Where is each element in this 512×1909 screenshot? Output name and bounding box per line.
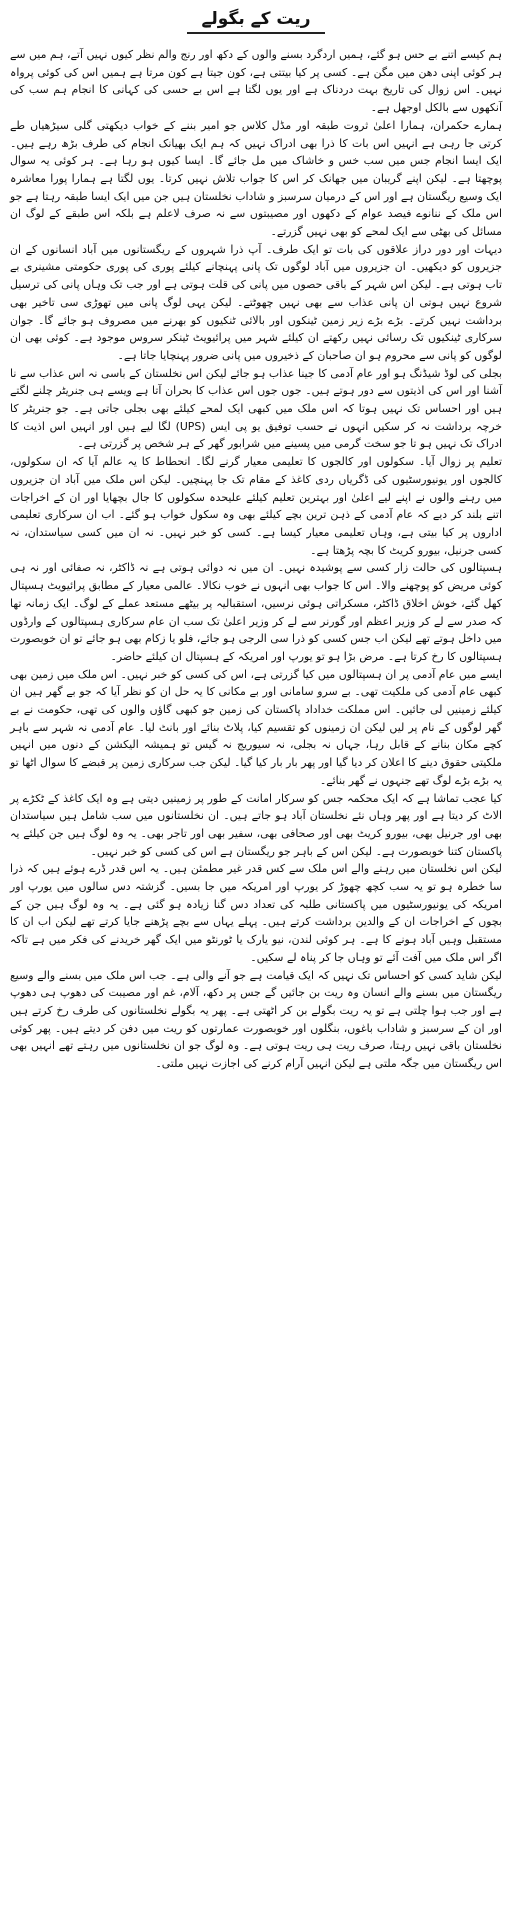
paragraph: ایسے میں عام آدمی پر ان ہسپتالوں میں کیا گزرتی ہے، اس کی کسی کو خبر نہیں۔ اس ملک میں زمین بھی کبھی عام آدمی کی ملکیت تھی۔ بے سرو سامانی اور بے مکانی کا یہ حل ان کو نظر آیا کہ جو بے گھر ہیں ان کیلئے زمینیں لی جائیں۔ اس مملکت خداداد پاکستان کی زمین جو کبھی گاؤں والوں کی تھی، حکومت نے بے گھر لوگوں کے نام پر لیں لیکن ان زمینوں کو تقسیم کیا، پلاٹ بنائے اور بانٹ لیا۔ عام آدمی نہ شہر سے باہر کچے مکان بنانے کے قابل رہا، جہاں نہ بجلی، نہ سیوریج نہ گیس تو ہمیشہ الیکشن کے دنوں میں انہیں ملکیتی حقوق دینے کا اعلان کر دیا گیا اور پھر بار بار کیا گیا۔ لیکن جب سرکاری زمین پر قبضے کا سوال اٹھا تو یہ بڑے بڑے لوگ تھے جنہوں نے گھر بنائے۔ bbox=[10, 667, 502, 787]
title-wrap bbox=[10, 8, 502, 34]
paragraph: ہسپتالوں کی حالت زار کسی سے پوشیدہ نہیں۔ ان میں نہ دوائی ہوتی ہے نہ ڈاکٹر، نہ صفائی اور نہ ہی کوئی مریض کو پوچھنے والا۔ اس کا جواب بھی انہوں نے خوب نکالا۔ عالمی معیار کے مطابق پرائیویٹ ہسپتال کھل گئے، خوش اخلاق ڈاکٹر، مسکراتی ہوئی نرسیں، استقبالیہ پر بیٹھے مستعد عملے کے لوگ۔ ایک زمانہ تھا کہ صدر سے لے کر وزیر اعظم اور گورنر سے لے کر وزیر اعلیٰ تک سب ان عام سرکاری ہسپتالوں کے وارڈوں میں داخل ہوتے تھے لیکن اب جس کسی کو ذرا سی الرجی ہو جائے، فلو یا زکام بھی ہو جائے تو ان خوبصورت ہسپتالوں کا رخ کرتا ہے۔ مرض بڑا ہو تو یورپ اور امریکہ کے ہسپتال ان کیلئے حاضر۔ bbox=[10, 561, 502, 663]
paragraph: ہمارے حکمران، ہمارا اعلیٰ ثروت طبقہ اور مڈل کلاس جو امیر بننے کے خواب دیکھتی گلی سیڑھیاں طے کرتی جا رہی ہے انہیں اس بات کا ذرا بھی ادراک نہیں کہ ہم ایک بھیانک انجام کی طرف بڑھ رہے ہیں۔ ایک ایسا انجام جس میں سب خس و خاشاک میں مل جائے گا۔ ایسا کیوں ہو رہا ہے۔ ہر کوئی یہ سوال پوچھتا ہے۔ لیکن اپنے گریبان میں جھانک کر اس کا جواب تلاش نہیں کرتا۔ یوں لگتا ہے ہمارا پورا معاشرہ ایک وسیع ریگستان ہے اور اس کے درمیان سرسبز و شاداب نخلستان ہیں جن میں ایک ایسا طبقہ رہتا ہے جو اس ملک کے ننانوے فیصد عوام کے دکھوں اور مصیبتوں سے نہ صرف لاعلم ہے بلکہ اس طبقے کے لوگ ان مسائل کی بھٹی سے ایک لمحے کو بھی نہیں گزرتے۔ bbox=[10, 118, 502, 239]
paragraph: لیکن اس نخلستان میں رہنے والے اس ملک سے کس قدر غیر مطمئن ہیں۔ یہ اس قدر ڈرے ہوئے ہیں کہ ذرا سا خطرہ ہو تو یہ سب کچھ چھوڑ کر یورپ اور امریکہ میں جا بسیں۔ گزشتہ دس سالوں میں یورپ اور امریکہ کی یونیورسٹیوں میں پاکستانی طلبہ کی تعداد دس گنا زیادہ ہو گئی ہے۔ یہ وہ لوگ ہیں جن کے بچوں کے اخراجات ان کے والدین برداشت کرتے ہیں۔ پہلے یہاں سے بچے پڑھنے جایا کرتے تھے لیکن اب ان کا مستقبل وہیں آباد ہونے کا ہے۔ ہر کوئی لندن، نیو یارک یا ٹورنٹو میں ایک گھر خریدنے کی فکر میں ہے تاکہ اگر اس ملک میں آفت آئے تو وہاں جا کر پناہ لے سکیں۔ bbox=[10, 862, 502, 964]
paragraph: تعلیم پر زوال آیا۔ سکولوں اور کالجوں کا تعلیمی معیار گرنے لگا۔ انحطاط کا یہ عالم آیا کہ ان سکولوں، کالجوں اور یونیورسٹیوں کی ڈگریاں ردی کاغذ کے مقام تک جا پہنچیں۔ لیکن اس ملک میں آباد ان جزیروں میں رہنے والوں نے اپنے لیے اعلیٰ اور بہترین تعلیم کیلئے علیحدہ سکولوں کا جال بچھایا اور ان کے اخراجات اتنے بلند کر دیے کہ عام آدمی کے ذہن ترین بچے کیلئے بھی وہ سکول خواب ہو گئے۔ اب ان سرکاری تعلیمی اداروں پر کیا بیتی ہے، وہاں تعلیمی معیار کیسا ہے۔ کسی کو خبر نہیں۔ نہ ان میں کسی سیاستدان، نہ کسی جرنیل، بیورو کریٹ کا بچہ پڑھتا ہے۔ bbox=[10, 455, 502, 557]
paragraph: ہم کیسے اتنے بے حس ہو گئے، ہمیں اردگرد بسنے والوں کے دکھ اور رنج والم نظر کیوں نہیں آتے، ہم میں سے ہر کوئی اپنی دھن میں مگن ہے۔ کسی پر کیا بیتتی ہے، کون جیتا ہے کون مرتا ہے ہمیں اس کی کوئی پرواہ نہیں۔ اس زوال کی تاریخ بہت دردناک ہے اور یوں لگتا ہے اس بے حسی کی کہانی کا انجام ہم سب کی آنکھوں سے بالکل اوجھل ہے۔ bbox=[10, 48, 502, 115]
article-title: ریت کے بگولے bbox=[187, 8, 324, 34]
article-body bbox=[10, 46, 502, 1073]
paragraph: کیا عجب تماشا ہے کہ ایک محکمہ جس کو سرکار امانت کے طور پر زمینیں دیتی ہے وہ ایک کاغذ کے ٹکڑے پر الاٹ کر دیتا ہے اور پھر وہاں نئے نخلستان آباد ہو جاتے ہیں۔ ان نخلستانوں میں سب شامل ہیں سیاستدان بھی اور جرنیل بھی، بیورو کریٹ بھی اور صحافی بھی، سفیر بھی اور تاجر بھی۔ یہ وہ لوگ ہیں جن کیلئے یہ پاکستان کتنا خوبصورت ہے۔ لیکن اس کے باہر جو ریگستان ہے اس کی کسی کو خبر نہیں۔ bbox=[10, 791, 502, 858]
paragraph: بجلی کی لوڈ شیڈنگ ہو اور عام آدمی کا جینا عذاب ہو جائے لیکن اس نخلستان کے باسی نہ اس عذاب سے نا آشنا اور اس کی اذیتوں سے دور ہوتے ہیں۔ جوں جوں اس عذاب کا بحران آتا ہے ویسے ہی جنریٹر چلنے لگتے ہیں اور احساس تک نہیں ہوتا کہ اس ملک میں کبھی ایک لمحے کیلئے بھی بجلی جاتی ہے۔ جو جنریٹر کا خرچہ برداشت نہ کر سکیں انہوں نے حسب توفیق یو پی ایس (UPS) لگا لیے ہیں اور انہیں اس اذیت کا ادراک تک نہیں ہو تا جو سخت گرمی میں پسینے میں شرابور گھر کے ہر شخص پر گزرتی ہے۔ bbox=[10, 366, 502, 451]
paragraph: دیہات اور دور دراز علاقوں کی بات تو ایک طرف۔ آپ ذرا شہروں کے ریگستانوں میں آباد انسانوں کے ان جزیروں کو دیکھیں۔ ان جزیروں میں آباد لوگوں تک پانی پہنچانے کیلئے پوری کی پوری حکومتی مشینری بے تاب ہوتی ہے۔ لیکن اس شہر کے باقی حصوں میں پانی کی قلت ہوتی ہے اور جب تک وہاں پانی کی ترسیل شروع نہیں ہوتی ان پانی عذاب سے بھی نہیں چھوٹتے۔ لیکن یہی لوگ پانی میں تھوڑی سی تاخیر بھی برداشت نہیں کرتے۔ بڑے بڑے زیر زمین ٹینکوں اور بالائی ٹنکیوں کو بھرنے میں مصروف ہو جائے گا۔ جوان سرکاری ٹینکیوں تک رسائی نہیں رکھتے ان کیلئے شہر میں پرائیویٹ ٹینکر سروس موجود ہے۔ کوئی بھی ان لوگوں کو پانی سے محروم ہو ان صاحبان کے ذخیروں میں پانی ضرور پہنچایا جاتا ہے۔ bbox=[10, 242, 502, 362]
paragraph: لیکن شاید کسی کو احساس تک نہیں کہ ایک قیامت ہے جو آنے والی ہے۔ جب اس ملک میں بسنے والے وسیع ریگستان میں بسنے والے انسان وہ ریت بن جائیں گے جس پر دکھ، آلام، غم اور مصیبت کی دھوپ ہی دھوپ ہے اور جب ہوا چلتی ہے تو یہ ریت بگولے بن کر اٹھتی ہے۔ پھر یہ بگولے نخلستانوں کی طرف رخ کرتے ہیں اور ان کے سرسبز و شاداب باغوں، بنگلوں اور خوبصورت عمارتوں کو ریت میں دفن کر دیتے ہیں۔ پھر کوئی نخلستان باقی نہیں رہتا، صرف ریت ہی ریت ہوتی ہے۔ وہ لوگ جو ان نخلستانوں میں رہتے تھے انہیں بھی اس ریگستان میں جگہ ملتی ہے لیکن انہیں آرام کرنے کی اجازت نہیں ملتی۔ bbox=[10, 968, 502, 1071]
